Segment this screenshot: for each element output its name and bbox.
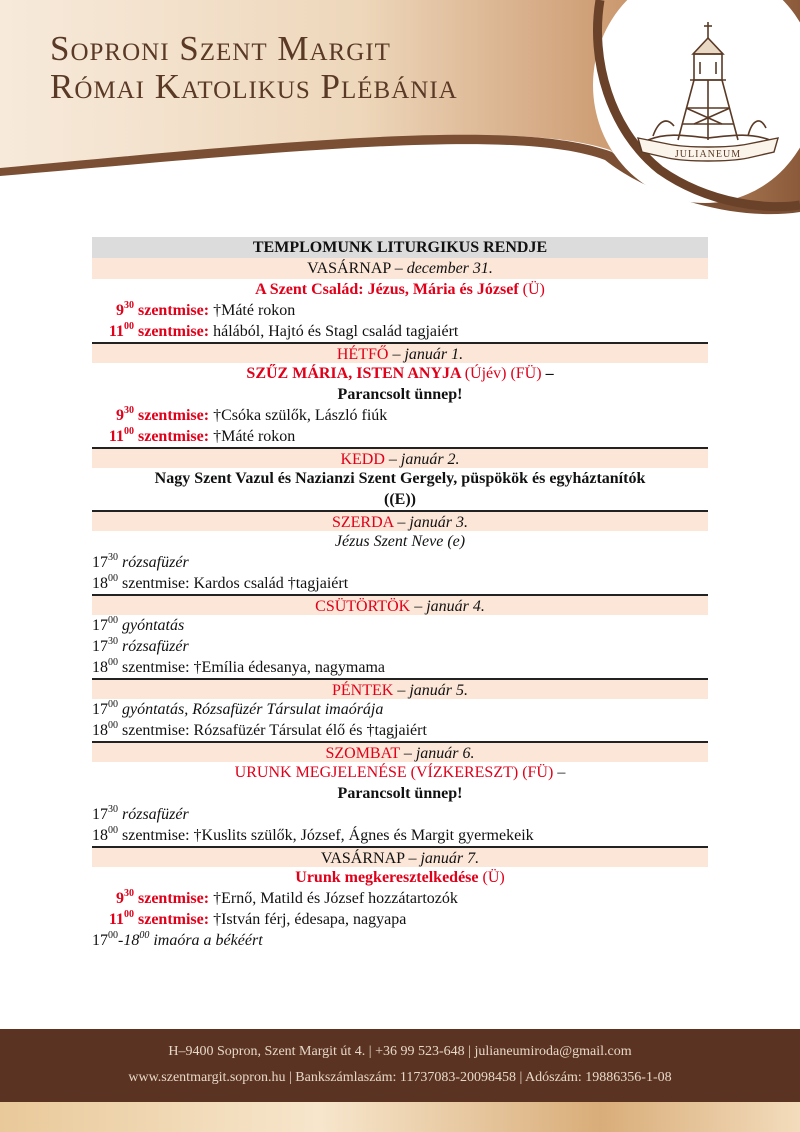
mass-label: szentmise: bbox=[138, 323, 210, 340]
schedule-item bbox=[92, 657, 708, 678]
item-text: gyóntatás bbox=[122, 617, 185, 634]
day-header-saturday: SZOMBAT – január 6. bbox=[92, 741, 708, 762]
item-text: rózsafüzér bbox=[122, 806, 189, 823]
item-hour: 17 bbox=[92, 701, 108, 718]
day-name: PÉNTEK bbox=[332, 682, 394, 699]
mass-entry bbox=[92, 405, 708, 426]
mass-intention: †Csóka szülők, László fiúk bbox=[213, 407, 388, 424]
mass-intention: †Máté rokon bbox=[213, 302, 296, 319]
item-minute-end: 00 bbox=[139, 930, 150, 941]
footer-gold-band bbox=[0, 1102, 800, 1132]
mass-minute: 00 bbox=[124, 909, 134, 920]
item-minute: 00 bbox=[108, 699, 118, 710]
mass-hour: 9 bbox=[116, 890, 124, 907]
day-name: SZERDA bbox=[331, 514, 394, 531]
item-hour: 18 bbox=[92, 722, 108, 739]
schedule-item bbox=[92, 636, 708, 657]
schedule-item bbox=[92, 804, 708, 825]
schedule-item bbox=[92, 720, 708, 741]
day-header-sunday-1: VASÁRNAP – december 31. bbox=[92, 258, 708, 279]
schedule-heading: TEMPLOMUNK LITURGIKUS RENDJE bbox=[92, 237, 708, 258]
feast-rank: (E) bbox=[389, 491, 411, 508]
item-hour: 17 bbox=[92, 638, 108, 655]
feast-name: A Szent Család: Jézus, Mária és József bbox=[255, 281, 519, 298]
mass-minute: 00 bbox=[124, 426, 134, 437]
day-name: VASÁRNAP bbox=[320, 850, 405, 867]
parish-title bbox=[50, 30, 458, 106]
day-header-tuesday: KEDD – január 2. bbox=[92, 447, 708, 468]
item-minute: 30 bbox=[108, 552, 118, 563]
mass-minute: 00 bbox=[124, 321, 134, 332]
feast-name: SZŰZ MÁRIA, ISTEN ANYJA bbox=[246, 365, 461, 382]
mass-entry bbox=[92, 426, 708, 447]
mass-label: szentmise: bbox=[138, 302, 210, 319]
item-text: imaóra a békéért bbox=[153, 932, 263, 949]
day-name: SZOMBAT bbox=[325, 745, 400, 762]
feast-rank: (Ü) bbox=[482, 869, 505, 886]
day-header-monday: HÉTFŐ – január 1. bbox=[92, 342, 708, 363]
day-name: KEDD bbox=[340, 451, 385, 468]
day-header-thursday: CSÜTÖRTÖK – január 4. bbox=[92, 594, 708, 615]
feast-title: Jézus Szent Neve (e) bbox=[334, 533, 466, 550]
item-text: rózsafüzér bbox=[122, 638, 189, 655]
item-minute: 30 bbox=[108, 804, 118, 815]
day-date: január 1. bbox=[404, 346, 464, 363]
item-text: gyóntatás, Rózsafüzér Társulat imaórája bbox=[122, 701, 384, 718]
item-minute: 00 bbox=[108, 930, 118, 941]
item-hour: 17 bbox=[92, 932, 108, 949]
item-hour: 17 bbox=[92, 554, 108, 571]
item-minute: 00 bbox=[108, 825, 118, 836]
feast-extra: (Újév) bbox=[464, 365, 507, 382]
mass-entry bbox=[92, 909, 708, 930]
mass-hour: 11 bbox=[108, 428, 124, 445]
item-minute: 00 bbox=[108, 657, 118, 668]
mass-intention: hálából, Hajtó és Stagl család tagjaiért bbox=[213, 323, 459, 340]
day-header-wednesday: SZERDA – január 3. bbox=[92, 510, 708, 531]
item-text: szentmise: †Emília édesanya, nagymama bbox=[122, 659, 386, 676]
feast-title bbox=[92, 279, 708, 300]
day-name: VASÁRNAP bbox=[307, 260, 391, 277]
footer-bank-info: www.szentmargit.sopron.hu | Bankszámlaszám: 11737083-20098458 | Adószám: 19886356-1-08 bbox=[128, 1070, 672, 1085]
mass-label: szentmise: bbox=[138, 890, 210, 907]
feast-rank: (Ü) bbox=[522, 281, 545, 298]
mass-entry bbox=[92, 300, 708, 321]
day-date: január 5. bbox=[409, 682, 468, 699]
mass-hour: 9 bbox=[116, 302, 124, 319]
item-separator: - bbox=[118, 932, 124, 949]
feast-note: Parancsolt ünnep! bbox=[337, 785, 463, 802]
feast-name: Nagy Szent Vazul és Nazianzi Szent Gergely, püspökök és egyháztanítók bbox=[154, 470, 646, 487]
feast-name: URUNK MEGJELENÉSE (VÍZKERESZT) bbox=[234, 764, 519, 781]
schedule-item bbox=[92, 552, 708, 573]
schedule-item bbox=[92, 573, 708, 594]
day-date: január 3. bbox=[409, 514, 468, 531]
parish-title-line1: Soproni Szent Margit bbox=[50, 29, 391, 68]
mass-hour: 11 bbox=[108, 323, 124, 340]
mass-hour: 11 bbox=[108, 911, 124, 928]
mass-label: szentmise: bbox=[138, 428, 210, 445]
mass-entry bbox=[92, 321, 708, 342]
item-text: szentmise: †Kuslits szülők, József, Ágnes és Margit gyermekeik bbox=[122, 827, 534, 844]
feast-title bbox=[92, 762, 708, 783]
item-hour: 18 bbox=[92, 659, 108, 676]
day-date: január 7. bbox=[420, 850, 480, 867]
day-date: január 6. bbox=[415, 745, 475, 762]
item-hour: 18 bbox=[92, 827, 108, 844]
mass-intention: †Ernő, Matild és József hozzátartozók bbox=[213, 890, 458, 907]
day-date: január 2. bbox=[400, 451, 460, 468]
day-date: december 31. bbox=[406, 260, 493, 277]
feast-title bbox=[92, 867, 708, 888]
footer-contact: H–9400 Sopron, Szent Margit út 4. | +36 99 523-648 | julianeumiroda@gmail.com bbox=[168, 1044, 632, 1059]
feast-title: Nagy Szent Vazul és Nazianzi Szent Gergely, püspökök és egyháztanítók ((E)) bbox=[154, 470, 646, 508]
schedule-item bbox=[92, 615, 708, 636]
item-text: szentmise: Kardos család †tagjaiért bbox=[122, 575, 349, 592]
day-name: HÉTFŐ bbox=[336, 346, 389, 363]
item-minute: 00 bbox=[108, 615, 118, 626]
mass-label: szentmise: bbox=[138, 911, 210, 928]
mass-intention: †Máté rokon bbox=[213, 428, 296, 445]
feast-title bbox=[92, 363, 708, 384]
item-hour: 18 bbox=[92, 575, 108, 592]
item-hour-end: 18 bbox=[123, 932, 140, 949]
day-date: január 4. bbox=[426, 598, 485, 615]
feast-rank: (FÜ) bbox=[510, 365, 542, 382]
parish-title-line2: Római Katolikus Plébánia bbox=[50, 67, 458, 106]
liturgy-schedule bbox=[92, 237, 708, 951]
julianeum-logo bbox=[608, 12, 788, 172]
item-text: szentmise: Rózsafüzér Társulat élő és †tagjaiért bbox=[122, 722, 427, 739]
mass-minute: 30 bbox=[124, 300, 134, 311]
day-header-friday: PÉNTEK – január 5. bbox=[92, 678, 708, 699]
item-minute: 30 bbox=[108, 636, 118, 647]
feast-rank: (FÜ) bbox=[522, 764, 554, 781]
schedule-item bbox=[92, 699, 708, 720]
mass-minute: 30 bbox=[124, 405, 134, 416]
logo-text: JULIANEUM bbox=[674, 149, 742, 160]
feast-dash: – bbox=[545, 365, 554, 382]
feast-note: Parancsolt ünnep! bbox=[337, 386, 463, 403]
schedule-item bbox=[92, 930, 708, 951]
mass-entry bbox=[92, 888, 708, 909]
schedule-item bbox=[92, 825, 708, 846]
item-text: rózsafüzér bbox=[122, 554, 189, 571]
item-minute: 00 bbox=[108, 573, 118, 584]
mass-intention: †István férj, édesapa, nagyapa bbox=[213, 911, 407, 928]
day-name: CSÜTÖRTÖK bbox=[315, 598, 411, 615]
item-hour: 17 bbox=[92, 806, 108, 823]
item-hour: 17 bbox=[92, 617, 108, 634]
feast-dash: – bbox=[557, 764, 566, 781]
item-minute: 00 bbox=[108, 720, 118, 731]
mass-hour: 9 bbox=[116, 407, 124, 424]
day-header-sunday-2: VASÁRNAP – január 7. bbox=[92, 846, 708, 867]
mass-minute: 30 bbox=[124, 888, 134, 899]
feast-name: Urunk megkeresztelkedése bbox=[295, 869, 479, 886]
mass-label: szentmise: bbox=[138, 407, 210, 424]
